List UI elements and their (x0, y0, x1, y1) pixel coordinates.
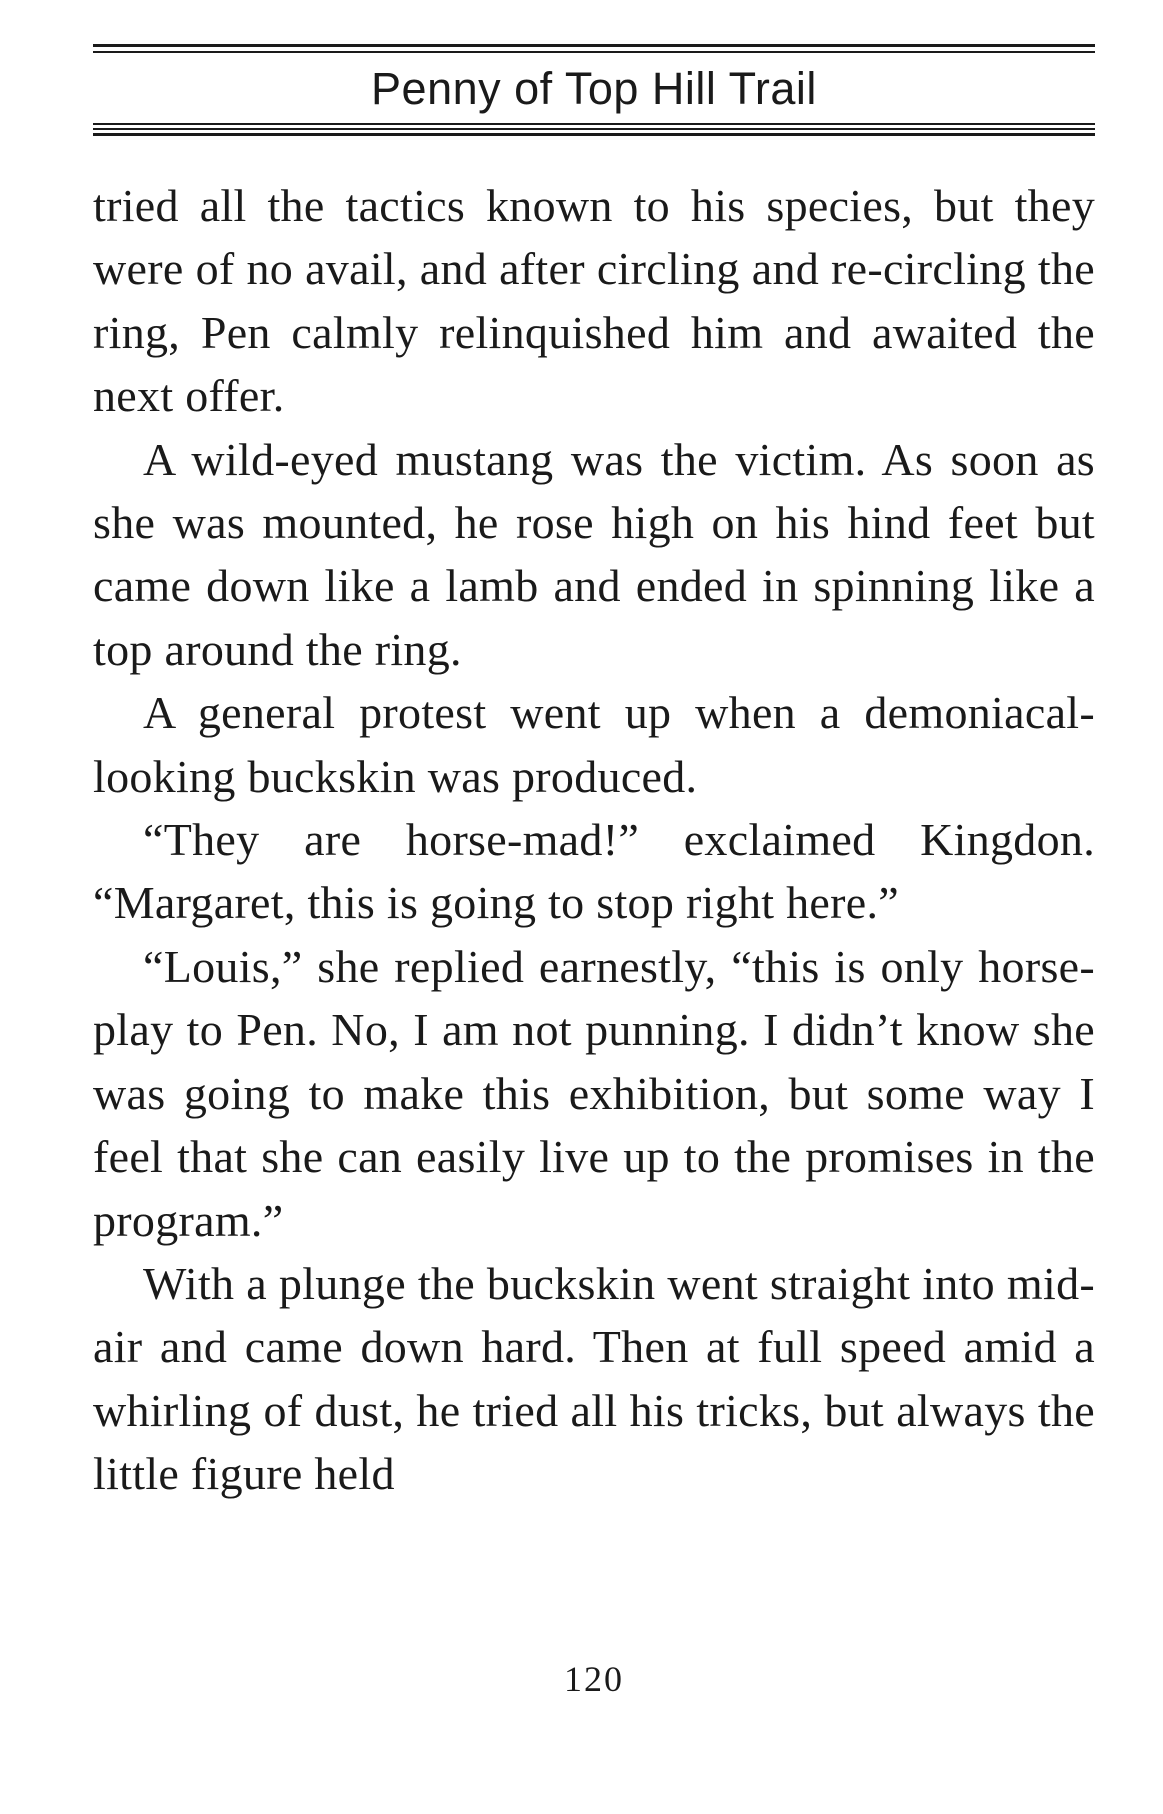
body-text (93, 174, 1095, 1506)
paragraph: A general protest went up when a demoniacal-looking buckskin was produced. (93, 687, 1095, 802)
paragraph: A wild-eyed mustang was the victim. As soon as she was mounted, he rose high on his hind feet but came down like a lamb and ended in spinning like a top around the ring. (93, 433, 1095, 675)
book-page (93, 44, 1095, 1506)
rule-line (93, 133, 1095, 136)
running-title: Penny of Top Hill Trail (371, 63, 817, 114)
paragraph: “They are horse-mad!” exclaimed Kingdon. “Margaret, this is going to stop right here.” (93, 814, 1095, 929)
paragraph: “Louis,” she replied earnestly, “this is only horse-play to Pen. No, I am not punning. I didn’t know she was going to make this exhibition, but some way I feel that she can easily live up to the promises in the program.” (93, 940, 1095, 1246)
page-number: 120 (564, 1659, 624, 1699)
top-rule (93, 44, 1095, 53)
paragraph: With a plunge the buckskin went straight into mid-air and came down hard. Then at full speed amid a whirling of dust, he tried all his tricks, but always the little figure held (93, 1257, 1095, 1500)
rule-line (93, 51, 1095, 53)
paragraph: tried all the tactics known to his species, but they were of no avail, and after circling and re-circling the ring, Pen calmly relinquished him and awaited the next offer. (93, 180, 1095, 422)
header-bottom-rule (93, 123, 1095, 136)
